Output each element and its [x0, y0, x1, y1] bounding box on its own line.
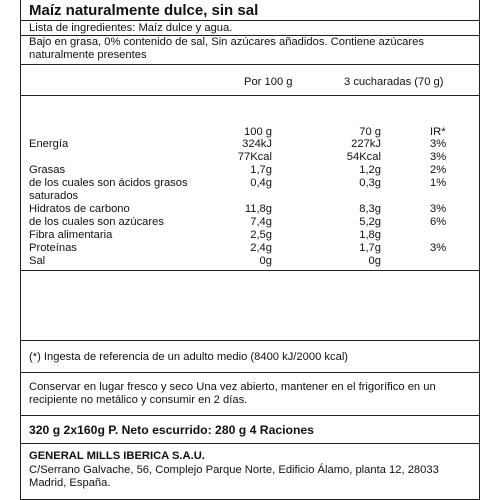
divider	[21, 95, 479, 96]
subheader-ir: IR*	[430, 126, 446, 138]
nutrient-label: saturados	[29, 190, 79, 202]
value-per-100g: 7,4g	[250, 216, 272, 228]
address-text: Madrid, España.	[29, 477, 111, 489]
value-per-portion: 1,2g	[359, 164, 381, 176]
address-text: C/Serrano Galvache, 56, Complejo Parque Norte, Edificio Álamo, planta 12, 28033	[29, 464, 439, 476]
divider	[21, 415, 479, 416]
value-per-portion: 1,7g	[359, 242, 381, 254]
value-per-100g: 1,7g	[250, 164, 272, 176]
value-per-100g: 0g	[259, 255, 272, 267]
value-per-portion: 5,2g	[359, 216, 381, 228]
divider	[21, 270, 479, 271]
company-name: GENERAL MILLS IBERICA S.A.U.	[29, 450, 205, 462]
value-ir: 3%	[430, 203, 447, 215]
value-per-portion: 1,8g	[359, 229, 381, 241]
storage-text: recipiente no metálico y consumir en 2 días.	[29, 394, 248, 406]
value-per-portion: 0g	[368, 255, 381, 267]
nutrient-label: Energía	[29, 138, 69, 150]
nutrient-label: de los cuales son azúcares	[29, 216, 164, 228]
value-ir: 3%	[430, 151, 447, 163]
value-ir: 3%	[430, 242, 447, 254]
divider	[21, 20, 479, 21]
storage-text: Conservar en lugar fresco y seco Una vez abierto, mantener en el frigorífico en un	[29, 381, 436, 393]
column-header-portion: 3 cucharadas (70 g)	[344, 76, 444, 88]
divider	[21, 443, 479, 444]
value-per-100g: 0,4g	[250, 177, 272, 189]
value-per-100g: 11,8g	[244, 203, 272, 215]
value-per-100g: 324kJ	[242, 138, 272, 150]
divider	[21, 64, 479, 65]
claims-text: Bajo en grasa, 0% contenido de sal, Sin azúcares añadidos. Contiene azúcares	[29, 36, 424, 48]
product-title: Maíz naturalmente dulce, sin sal	[29, 2, 259, 19]
value-per-100g: 2,4g	[250, 242, 272, 254]
value-per-portion: 227kJ	[351, 138, 381, 150]
column-header-per-100g: Por 100 g	[244, 76, 293, 88]
value-ir: 1%	[430, 177, 447, 189]
nutrient-label: Sal	[29, 255, 46, 267]
nutrient-label: Proteínas	[29, 242, 77, 254]
footnote: (*) Ingesta de referencia de un adulto medio (8400 kJ/2000 kcal)	[29, 351, 349, 363]
value-ir: 3%	[430, 138, 447, 150]
nutrition-label	[20, 0, 480, 500]
ingredients-text: Lista de ingredientes: Maíz dulce y agua.	[29, 22, 233, 34]
value-per-portion: 8,3g	[359, 203, 381, 215]
value-per-100g: 2,5g	[250, 229, 272, 241]
nutrient-label: Fibra alimentaria	[29, 229, 113, 241]
nutrient-label: de los cuales son ácidos grasos	[29, 177, 188, 189]
value-ir: 6%	[430, 216, 447, 228]
divider	[21, 372, 479, 373]
nutrient-label: Hidratos de carbono	[29, 203, 130, 215]
value-per-100g: 77Kcal	[237, 151, 272, 163]
divider	[21, 340, 479, 341]
subheader-70g: 70 g	[359, 126, 381, 138]
claims-text: naturalmente presentes	[29, 49, 147, 61]
value-ir: 2%	[430, 164, 447, 176]
subheader-100g: 100 g	[244, 126, 272, 138]
value-per-portion: 0,3g	[359, 177, 381, 189]
value-per-portion: 54Kcal	[346, 151, 381, 163]
nutrient-label: Grasas	[29, 164, 66, 176]
weights-text: 320 g 2x160g P. Neto escurrido: 280 g 4 Raciones	[29, 423, 314, 437]
